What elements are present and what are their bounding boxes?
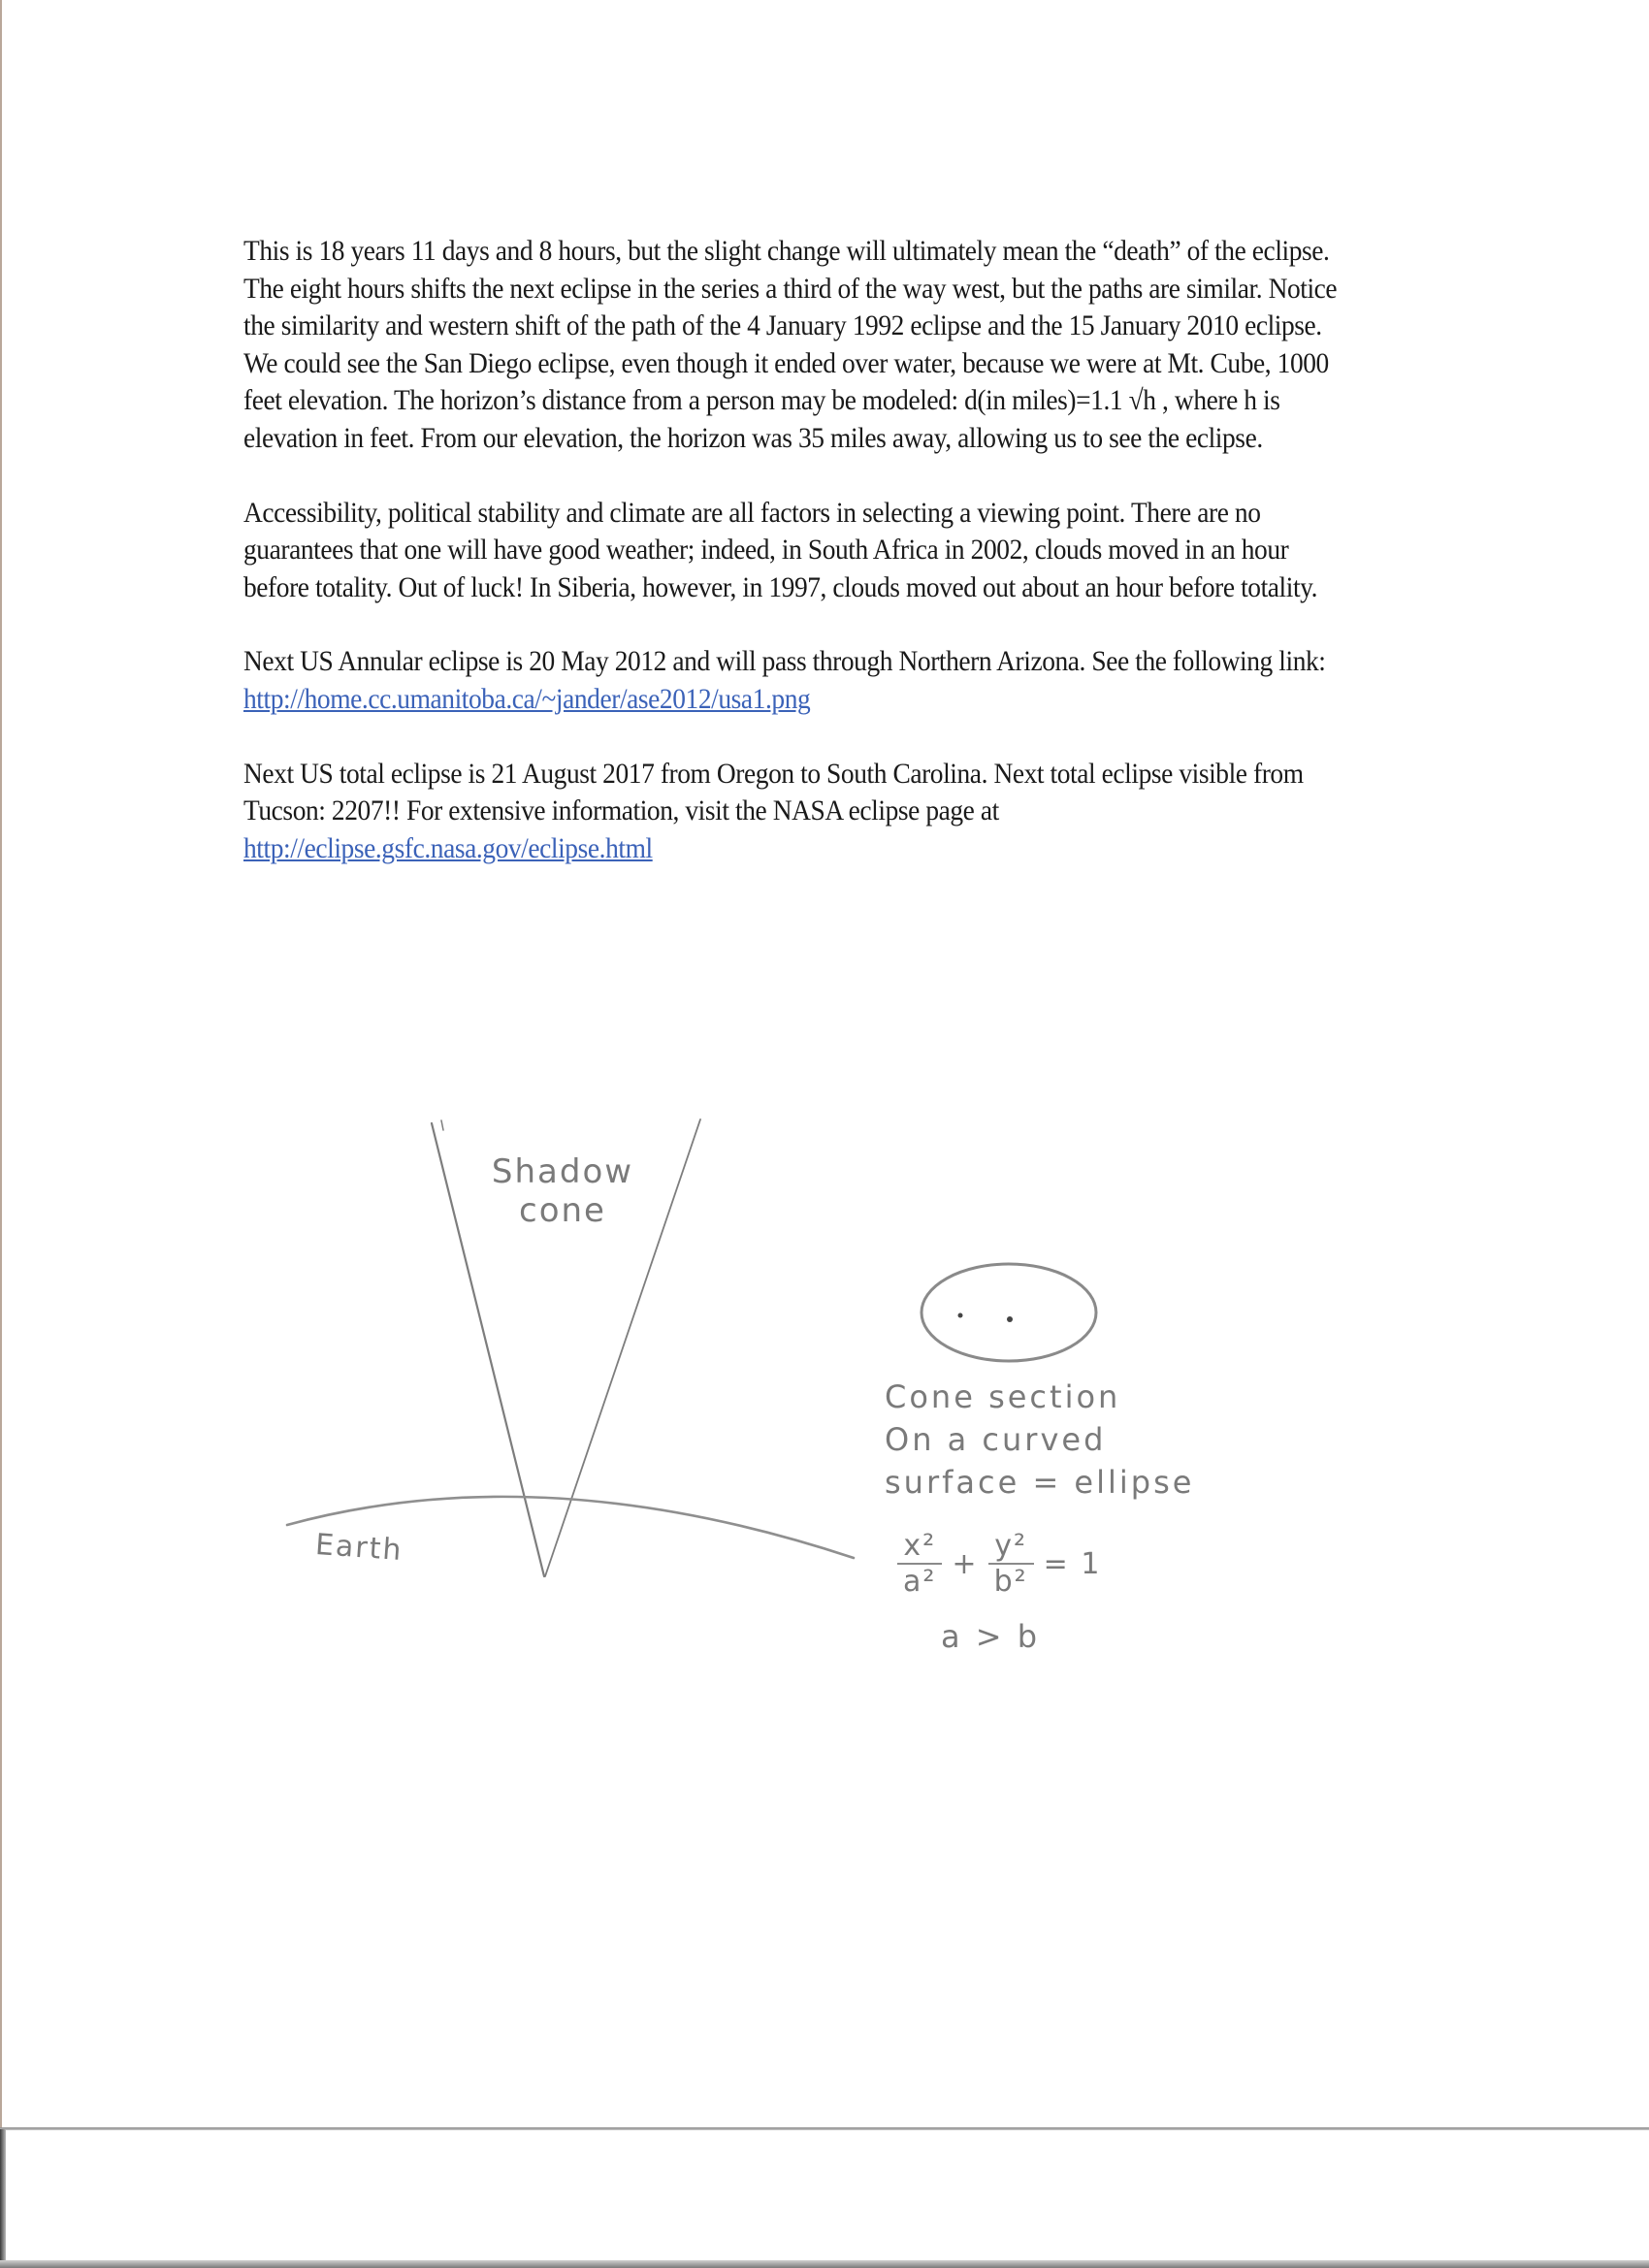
plus-sign: + [952,1546,979,1581]
shadow-label-line2: cone [519,1191,606,1230]
equation-term-y [988,1529,1034,1599]
cone-section-caption [885,1376,1194,1504]
annular-eclipse-map-link[interactable]: http://home.cc.umanitoba.ca/~jander/ase2012/usa1.png [243,683,811,715]
paragraph-total-eclipse [243,756,1344,868]
ellipse-dot-right [1007,1316,1013,1322]
scan-fold-line [0,2127,1649,2130]
scan-edge [0,0,2,2129]
caption-line-1: Cone section [885,1378,1121,1415]
ellipse-drawing [922,1264,1096,1361]
shadow-cone-tick [441,1120,443,1130]
axis-condition: a > b [941,1618,1041,1655]
shadow-cone-label [490,1152,635,1230]
ellipse-equation [897,1529,1111,1599]
equals-one: = 1 [1043,1546,1102,1581]
nasa-eclipse-link[interactable]: http://eclipse.gsfc.nasa.gov/eclipse.html [243,832,653,864]
scan-edge-lower [0,2129,6,2268]
shadow-label-line1: Shadow [491,1152,634,1191]
scan-bottom-edge [0,2260,1649,2268]
caption-line-3: surface = ellipse [885,1464,1195,1501]
paragraph-saros-cycle: This is 18 years 11 days and 8 hours, but the slight change will ultimately mean the “death” of the eclipse. The eight hours shifts the next eclipse in the series a third of the way west, but the paths are similar. Notice the similarity and western shift of the path of the 4 January 1992 eclipse and the 15 January 2010 eclipse. We could see the San Diego eclipse, even though it ended over water, because we were at Mt. Cube, 1000 feet elevation. The horizon’s distance from a person may be modeled: d(in miles)=1.1 √h , where h is elevation in feet. From our elevation, the horizon was 35 miles away, allowing us to see the eclipse. [243,236,1338,454]
y-squared: y² [988,1529,1034,1565]
paragraph-annular-eclipse [243,643,1344,718]
x-squared: x² [897,1529,942,1565]
b-squared: b² [993,1565,1028,1599]
paragraph-viewing-point: Accessibility, political stability and climate are all factors in selecting a viewing point. There are no guarantees that one will have good weather; indeed, in South Africa in 2002, clouds moved in an hour before totality. Out of luck! In Siberia, however, in 1997, clouds moved out about an hour before totality. [243,497,1318,603]
annular-eclipse-text: Next US Annular eclipse is 20 May 2012 and will pass through Northern Arizona. See the following link: [243,646,1326,678]
total-eclipse-text: Next US total eclipse is 21 August 2017 from Oregon to South Carolina. Next total eclipse visible from Tucson: 2207!! For extensive information, visit the NASA eclipse page at [243,758,1304,827]
caption-line-2: On a curved [885,1421,1107,1458]
ellipse-dot-left [958,1313,963,1318]
document-body [243,233,1344,904]
equation-term-x [897,1529,942,1599]
earth-label: Earth [313,1527,404,1569]
a-squared: a² [903,1565,937,1599]
